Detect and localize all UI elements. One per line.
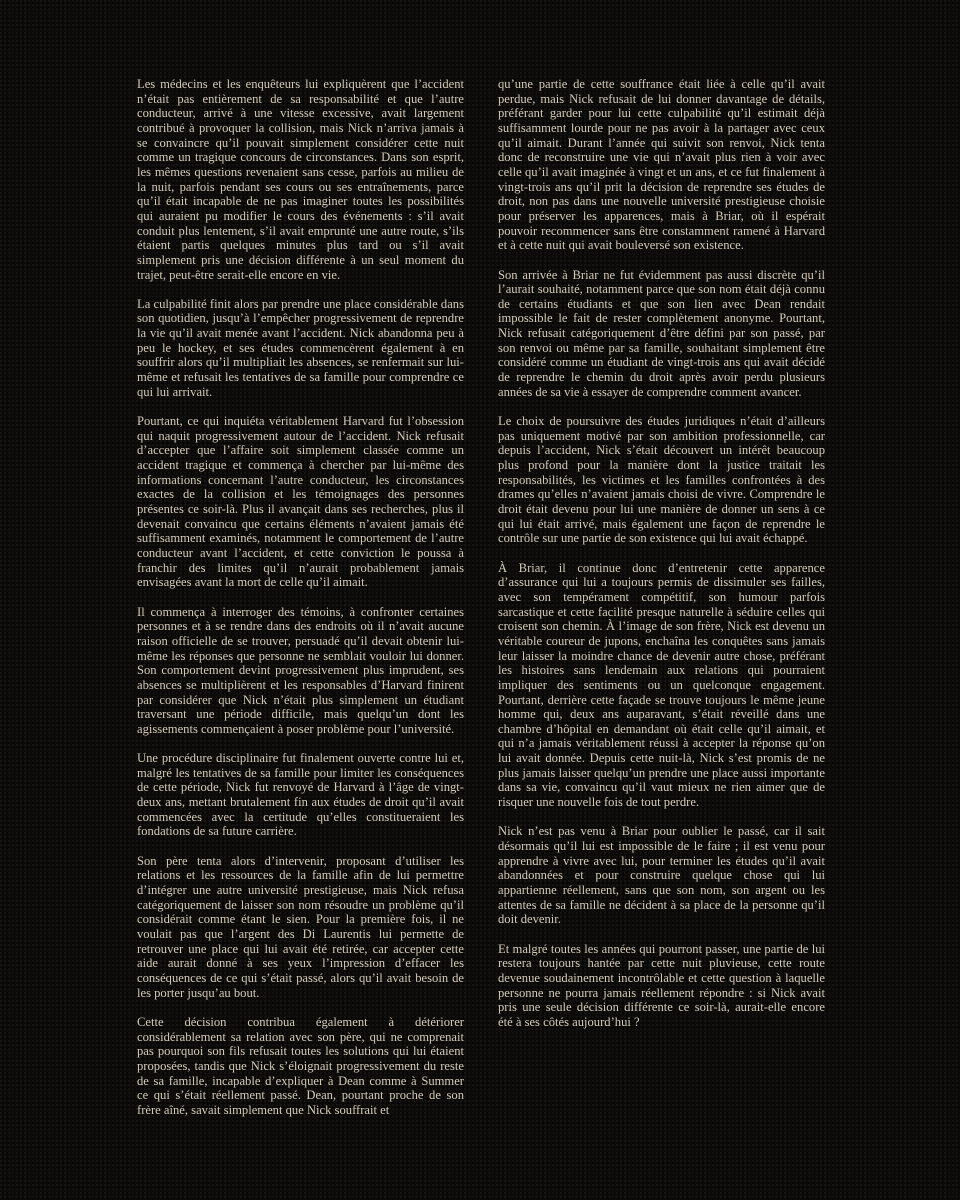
paragraph: Les médecins et les enquêteurs lui expliquèrent que l’accident n’était pas entièrement de sa responsabilité et que l’autre conducteur, arrivé à une vitesse excessive, avait largement contribué à provoquer la collision, mais Nick n’arriva jamais à se convaincre qu’il pouvait simplement considérer cette nuit comme un tragique concours de circonstances. Dans son esprit, les mêmes questions revenaient sans cesse, parfois au milieu de la nuit, parfois pendant ses cours ou ses entraînements, parce qu’il était incapable de ne pas imaginer toutes les possibilités qui auraient pu modifier le cours des événements : s’il avait conduit plus lentement, s’il avait emprunté une autre route, s’ils étaient partis quelques minutes plus tard ou s’il avait simplement pris une décision différente à un seul moment du trajet, peut-être serait-elle encore en vie.: [137, 77, 464, 282]
text-column-left: [137, 77, 464, 1118]
paragraph: qu’une partie de cette souffrance était liée à celle qu’il avait perdue, mais Nick refusait de lui donner davantage de détails, préférant garder pour lui cette culpabilité qu’il estimait déjà suffisamment lourde pour ne pas avoir à la partager avec ceux qu’il aimait. Durant l’année qui suivit son renvoi, Nick tenta donc de reconstruire une vie qui n’avait plus rien à voir avec celle qu’il avait imaginée à vingt et un ans, et ce fut finalement à vingt-trois ans qu’il prit la décision de reprendre ses études de droit, non pas dans une nouvelle université prestigieuse choisie pour préserver les apparences, mais à Briar, où il espérait pouvoir recommencer sans être constamment ramené à Harvard et à cette nuit qui avait bouleversé son existence.: [498, 77, 825, 253]
paragraph: À Briar, il continue donc d’entretenir cette apparence d’assurance qui lui a toujours permis de dissimuler ses failles, avec son tempérament compétitif, son humour parfois sarcastique et cette facilité presque naturelle à séduire celles qui croisent son chemin. À l’image de son frère, Nick est devenu un véritable coureur de jupons, enchaîna les conquêtes sans jamais leur laisser la moindre chance de devenir autre chose, préférant les histoires sans lendemain aux relations qui pourraient impliquer des sentiments ou un quelconque engagement. Pourtant, derrière cette façade se trouve toujours le même jeune homme qui, deux ans auparavant, s’était réveillé dans une chambre d’hôpital en demandant où était celle qu’il aimait, et qui n’a jamais véritablement réussi à accepter la réponse qu’on lui avait donnée. Depuis cette nuit-là, Nick s’est promis de ne plus jamais laisser quelqu’un prendre une place aussi importante dans sa vie, convaincu qu’il vaut mieux ne rien aimer que de risquer une nouvelle fois de tout perdre.: [498, 560, 825, 810]
paragraph: Son arrivée à Briar ne fut évidemment pas aussi discrète qu’il l’aurait souhaité, notamment parce que son nom était déjà connu de certains étudiants et que son lien avec Dean rendait impossible le fait de rester complètement anonyme. Pourtant, Nick refusait catégoriquement d’être défini par son passé, par son renvoi ou même par sa famille, souhaitant simplement être considéré comme un étudiant de vingt-trois ans qui avait décidé de reprendre le chemin du droit après avoir perdu plusieurs années de sa vie à essayer de comprendre comment avancer.: [498, 267, 825, 399]
paragraph: Cette décision contribua également à détériorer considérablement sa relation avec son père, qui ne comprenait pas pourquoi son fils refusait toutes les solutions qui lui étaient proposées, tandis que Nick s’éloignait progressivement du reste de sa famille, incapable d’expliquer à Dean comme à Summer ce qui s’était réellement passé. Dean, pourtant proche de son frère aîné, savait simplement que Nick souffrait et: [137, 1014, 464, 1117]
paragraph: Pourtant, ce qui inquiéta véritablement Harvard fut l’obsession qui naquit progressivement autour de l’accident. Nick refusait d’accepter que l’affaire soit simplement classée comme un accident tragique et commença à chercher par lui-même des informations concernant l’autre conducteur, les circonstances exactes de la collision et les témoignages des personnes présentes ce soir-là. Plus il avançait dans ses recherches, plus il devenait convaincu que certains éléments n’avaient jamais été suffisamment examinés, notamment le comportement de l’autre conducteur avant l’accident, et cette conviction le poussa à franchir des limites qu’il n’aurait probablement jamais envisagées avant la mort de celle qu’il aimait.: [137, 414, 464, 590]
paragraph: Il commença à interroger des témoins, à confronter certaines personnes et à se rendre dans des endroits où il n’avait aucune raison officielle de se trouver, persuadé qu’il devait obtenir lui-même les réponses que personne ne semblait vouloir lui donner. Son comportement devint progressivement plus imprudent, ses absences se multiplièrent et les responsables d’Harvard finirent par considérer que Nick n’était plus simplement un étudiant traversant une période difficile, mais quelqu’un dont les agissements commençaient à poser problème pour l’université.: [137, 604, 464, 736]
paragraph: Nick n’est pas venu à Briar pour oublier le passé, car il sait désormais qu’il lui est impossible de le faire ; il est venu pour apprendre à vivre avec lui, pour terminer les études qu’il avait abandonnées et pour construire quelque chose qui lui appartienne réellement, sans que son nom, son argent ou les attentes de sa famille ne décident à sa place de la personne qu’il doit devenir.: [498, 824, 825, 927]
paragraph: Une procédure disciplinaire fut finalement ouverte contre lui et, malgré les tentatives de sa famille pour limiter les conséquences de cette période, Nick fut renvoyé de Harvard à l’âge de vingt-deux ans, mettant brutalement fin aux études de droit qu’il avait commencées avec la certitude qu’elles constitueraient les fondations de sa future carrière.: [137, 751, 464, 839]
paragraph: Et malgré toutes les années qui pourront passer, une partie de lui restera toujours hantée par cette nuit pluvieuse, cette route devenue soudainement incontrôlable et cette question à laquelle personne ne pourra jamais réellement répondre : si Nick avait pris une seule décision différente ce soir-là, aurait-elle encore été à ses côtés aujourd’hui ?: [498, 941, 825, 1029]
text-column-right: [498, 77, 825, 1030]
paragraph: Le choix de poursuivre des études juridiques n’était d’ailleurs pas uniquement motivé par son ambition professionnelle, car depuis l’accident, Nick s’était découvert un intérêt beaucoup plus profond pour la manière dont la justice traitait les responsabilités, les victimes et les familles confrontées à des drames qu’elles n’avaient jamais choisi de vivre. Comprendre le droit était devenu pour lui une manière de donner un sens à ce qui lui était arrivé, mais également une façon de reprendre le contrôle sur une partie de son existence qui lui avait échappé.: [498, 414, 825, 546]
paragraph: Son père tenta alors d’intervenir, proposant d’utiliser les relations et les ressources de la famille afin de lui permettre d’intégrer une autre université prestigieuse, mais Nick refusa catégoriquement de laisser son nom résoudre un problème qu’il considérait comme étant le sien. Pour la première fois, il ne voulait pas que l’argent des Di Laurentis lui permette de retrouver une place qui lui avait été retirée, car accepter cette aide aurait donné à ses yeux l’impression d’effacer les conséquences de ce qui s’était passé, alors qu’il avait besoin de les porter jusqu’au bout.: [137, 853, 464, 1000]
paragraph: La culpabilité finit alors par prendre une place considérable dans son quotidien, jusqu’à l’empêcher progressivement de reprendre la vie qu’il avait menée avant l’accident. Nick abandonna peu à peu le hockey, et ses études commencèrent également à en souffrir alors qu’il multipliait les absences, se renfermait sur lui-même et refusait les tentatives de sa famille pour comprendre ce qui lui arrivait.: [137, 296, 464, 399]
